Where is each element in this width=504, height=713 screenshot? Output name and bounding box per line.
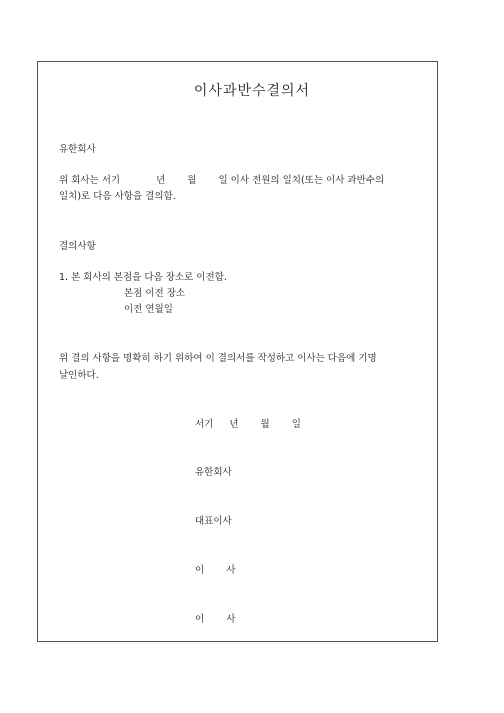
director-1-char-b: 사 [226,565,236,576]
date-prefix: 서기 [195,419,214,430]
resolution-heading: 결의사항 [59,241,96,252]
intro-part1: 위 회사는 서기 [59,175,121,186]
closing-line-1: 위 결의 사항을 명확히 하기 위하여 이 결의서를 작성하고 이사는 다음에 기명 [59,353,377,364]
document-title: 이사과반수결의서 [193,83,311,99]
closing-line-2: 날인하다. [59,370,99,381]
date-line [195,416,301,430]
intro-line-2: 일치)로 다음 사항을 결의함. [59,191,176,202]
company-label: 유한회사 [59,144,96,155]
resolution-item-1-sub-2: 이전 연월일 [124,304,173,315]
signature-company: 유한회사 [195,467,232,478]
signature-director-2 [195,611,235,625]
signature-director-1 [195,562,235,576]
director-1-char-a: 이 [195,565,205,576]
date-year: 년 [229,419,239,430]
director-2-char-b: 사 [226,614,236,625]
resolution-item-1: 1. 본 회사의 본점을 다음 장소로 이전함. [59,272,227,283]
intro-part2: 일 이사 전원의 일치(또는 이사 과반수의 [218,175,385,186]
date-day: 일 [291,419,301,430]
intro-year: 년 [156,175,166,186]
intro-line-1 [59,172,384,186]
signature-representative: 대표이사 [195,516,232,527]
resolution-item-1-sub-1: 본점 이전 장소 [124,288,186,299]
intro-month: 월 [187,175,197,186]
date-month: 월 [260,419,270,430]
director-2-char-a: 이 [195,614,205,625]
